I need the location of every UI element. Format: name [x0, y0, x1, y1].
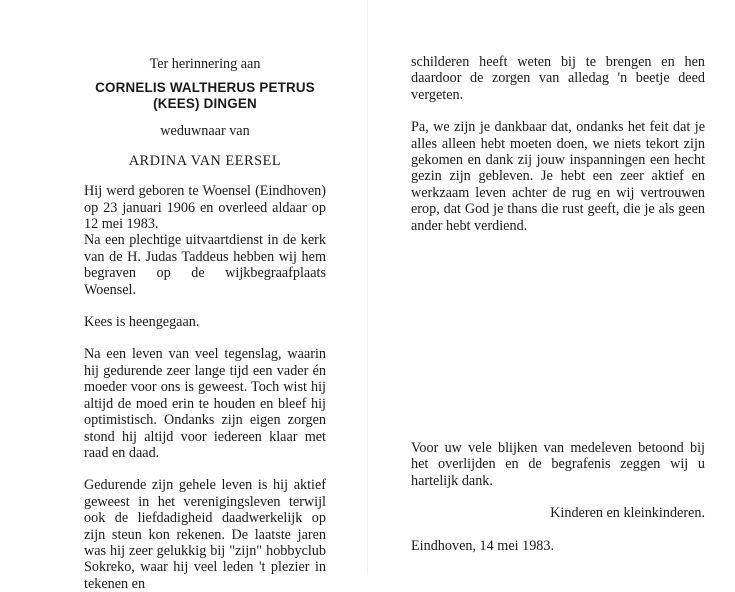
wife-name: ARDINA VAN EERSEL [128, 152, 282, 169]
funeral-paragraph: Na een plechtige uitvaartdienst in de kerk van de H. Judas Taddeus hebben wij hem begraven op de wijkbegraafplaats Woensel. [84, 232, 326, 298]
deceased-nickname: (KEES) DINGEN [153, 96, 257, 112]
left-page [84, 56, 326, 592]
place-date-line: Eindhoven, 14 mei 1983. [411, 537, 555, 554]
life-paragraph: Na een leven van veel tegenslag, waarin hij gedurende zeer lange tijd een vader én moeder voor ons is geweest. Toch wist hij altijd de moed erin te houden en bleef hij optimistisch. Ondanks zijn eigen zorgen stond hij altijd voor iedereen klaar met raad en daad. [84, 346, 326, 461]
deceased-name: CORNELIS WALTHERUS PETRUS [95, 80, 315, 96]
thanks-paragraph: Voor uw vele blijken van medeleven betoond bij het overlijden en de begrafenis zeggen wij u hartelijk dank. [411, 440, 705, 489]
signature-line: Kinderen en kleinkinderen. [550, 505, 705, 522]
fold-line [367, 0, 368, 575]
birth-death-paragraph: Hij werd geboren te Woensel (Eindhoven) op 23 januari 1906 en overleed aldaar op 12 mei 1983. [84, 183, 326, 233]
tribute-paragraph: Pa, we zijn je dankbaar dat, ondanks het feit dat je alles alleen hebt moeten doen, we niets tekort zijn gekomen en dank zij jouw inspanningen een hecht gezin zijn gebleven. Je hebt een zeer aktief en werkzaam leven achter de rug en wij vertrouwen erop, dat God je thans die rust geeft, die je als geen ander hebt verdiend. [411, 119, 705, 234]
continuation-paragraph: schilderen heeft weten bij te brengen en hen daardoor de zorgen van alledag 'n beetje deed vergeten. [411, 54, 705, 103]
passed-away-line: Kees is heengegaan. [84, 314, 200, 331]
activities-paragraph: Gedurende zijn gehele leven is hij aktief geweest in het verenigingsleven terwijl ook de liefdadigheid daadwerkelijk op zijn steun kon rekenen. De laatste jaren was hij zeer gelukkig bij "zijn" hobbyclub Sokreko, waar hij veel leden 't plezier in tekenen en [84, 477, 326, 592]
right-page [411, 54, 705, 554]
intro-line: Ter herinnering aan [149, 56, 261, 72]
widower-of-line: weduwnaar van [160, 123, 250, 140]
